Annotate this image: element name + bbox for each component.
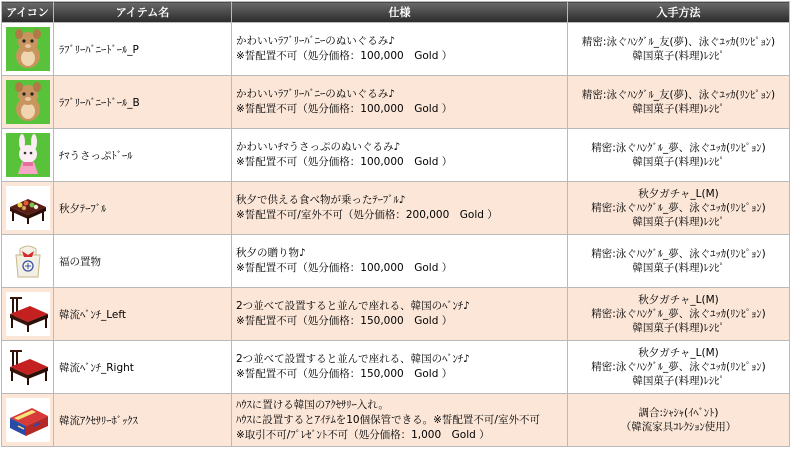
item-spec <box>232 341 568 394</box>
accessory-box-icon <box>6 398 50 442</box>
item-name: 韓流ﾍﾞﾝﾁ_Left <box>54 288 232 341</box>
acquire-line: 韓国菓子(料理)ﾚｼﾋﾟ <box>632 375 725 387</box>
item-acquire <box>568 235 790 288</box>
acquire-line: 精密:泳ぐﾊﾝｸﾞﾙ_夢、泳ぐﾕｯｶ(ﾘﾝﾋﾟｮﾝ) <box>591 142 766 154</box>
gift-bag-icon <box>6 239 50 283</box>
item-spec <box>232 129 568 182</box>
item-name: ﾁﾏうさっぷﾄﾞｰﾙ <box>54 129 232 182</box>
item-icon-cell <box>2 76 54 129</box>
item-acquire <box>568 129 790 182</box>
hamster-plush-icon <box>6 80 50 124</box>
acquire-line: 韓国菓子(料理)ﾚｼﾋﾟ <box>632 103 725 115</box>
item-icon-cell <box>2 394 54 447</box>
item-acquire <box>568 341 790 394</box>
spec-line: ※取引不可/ﾌﾟﾚｾﾞﾝﾄ不可（処分価格：1,000 Gold ） <box>236 428 490 441</box>
item-name: ﾗﾌﾞﾘｰﾊﾞﾆｰﾄﾞｰﾙ_P <box>54 23 232 76</box>
item-spec <box>232 23 568 76</box>
rabbit-doll-icon <box>6 133 50 177</box>
item-icon-cell <box>2 23 54 76</box>
item-acquire <box>568 23 790 76</box>
acquire-line: 秋夕ガチャ_L(M) <box>638 294 719 306</box>
table-row <box>2 288 790 341</box>
acquire-line: 精密:泳ぐﾊﾝｸﾞﾙ_友(夢)、泳ぐﾕｯｶ(ﾘﾝﾋﾟｮﾝ) <box>581 36 776 48</box>
spec-line: ※誓配置不可/室外不可（処分価格：200,000 Gold ） <box>236 209 498 221</box>
item-name: ﾗﾌﾞﾘｰﾊﾞﾆｰﾄﾞｰﾙ_B <box>54 76 232 129</box>
acquire-line: 精密:泳ぐﾊﾝｸﾞﾙ_夢、泳ぐﾕｯｶ(ﾘﾝﾋﾟｮﾝ) <box>591 202 766 214</box>
acquire-line: 精密:泳ぐﾊﾝｸﾞﾙ_友(夢)、泳ぐﾕｯｶ(ﾘﾝﾋﾟｮﾝ) <box>581 89 776 101</box>
table-row <box>2 76 790 129</box>
item-acquire <box>568 76 790 129</box>
acquire-line: 韓国菓子(料理)ﾚｼﾋﾟ <box>632 322 725 334</box>
item-spec <box>232 235 568 288</box>
table-row <box>2 23 790 76</box>
acquire-line: 精密:泳ぐﾊﾝｸﾞﾙ_夢、泳ぐﾕｯｶ(ﾘﾝﾋﾟｮﾝ) <box>591 361 766 373</box>
table-row <box>2 182 790 235</box>
item-icon-cell <box>2 129 54 182</box>
item-acquire <box>568 182 790 235</box>
header-spec: 仕様 <box>232 2 568 23</box>
item-icon-cell <box>2 182 54 235</box>
item-icon-cell <box>2 288 54 341</box>
item-spec <box>232 76 568 129</box>
hamster-plush-icon <box>6 27 50 71</box>
header-item-name: アイテム名 <box>54 2 232 23</box>
item-icon-cell <box>2 341 54 394</box>
item-name: 韓流ｱｸｾｻﾘｰﾎﾞｯｸｽ <box>54 394 232 447</box>
item-acquire <box>568 288 790 341</box>
spec-line: ﾊｳｽに設置するとｱｲﾃﾑを10個保管できる。※誓配置不可/室外不可 <box>236 413 540 426</box>
spec-line: ※誓配置不可（処分価格：100,000 Gold ） <box>236 156 453 168</box>
table-row <box>2 341 790 394</box>
table-body <box>2 23 790 447</box>
acquire-line: 韓国菓子(料理)ﾚｼﾋﾟ <box>632 156 725 168</box>
acquire-line: （韓流家具ｺﾚｸｼｮﾝ使用） <box>620 421 737 433</box>
item-spec <box>232 394 568 447</box>
spec-line: ※誓配置不可（処分価格：100,000 Gold ） <box>236 103 453 115</box>
spec-line: 2つ並べて設置すると並んで座れる、韓国のﾍﾞﾝﾁ♪ <box>236 353 470 365</box>
table-header-row <box>2 2 790 23</box>
acquire-line: 韓国菓子(料理)ﾚｼﾋﾟ <box>632 216 725 228</box>
spec-line: かわいいﾁﾏうさっぷのぬいぐるみ♪ <box>236 141 401 153</box>
spec-line: かわいいﾗﾌﾞﾘｰﾊﾞﾆｰのぬいぐるみ♪ <box>236 35 395 47</box>
spec-line: ※誓配置不可（処分価格：150,000 Gold ） <box>236 315 453 327</box>
item-table <box>1 1 790 447</box>
bench-icon <box>6 292 50 336</box>
item-name: 韓流ﾍﾞﾝﾁ_Right <box>54 341 232 394</box>
acquire-line: 韓国菓子(料理)ﾚｼﾋﾟ <box>632 262 725 274</box>
spec-line: ※誓配置不可（処分価格：100,000 Gold ） <box>236 262 453 274</box>
spec-line: ﾊｳｽに置ける韓国のｱｸｾｻﾘｰ入れ。 <box>236 398 389 411</box>
spec-line: 秋夕の贈り物♪ <box>236 247 306 259</box>
spec-line: ※誓配置不可（処分価格：100,000 Gold ） <box>236 50 453 62</box>
acquire-line: 精密:泳ぐﾊﾝｸﾞﾙ_夢、泳ぐﾕｯｶ(ﾘﾝﾋﾟｮﾝ) <box>591 248 766 260</box>
item-acquire <box>568 394 790 447</box>
acquire-line: 韓国菓子(料理)ﾚｼﾋﾟ <box>632 50 725 62</box>
acquire-line: 精密:泳ぐﾊﾝｸﾞﾙ_夢、泳ぐﾕｯｶ(ﾘﾝﾋﾟｮﾝ) <box>591 308 766 320</box>
table-row <box>2 129 790 182</box>
acquire-line: 秋夕ガチャ_L(M) <box>638 188 719 200</box>
item-spec <box>232 182 568 235</box>
spec-line: かわいいﾗﾌﾞﾘｰﾊﾞﾆｰのぬいぐるみ♪ <box>236 88 395 100</box>
acquire-line: 調合:ｼｬｼｬ(ｲﾍﾞﾝﾄ) <box>638 407 719 419</box>
spec-line: 2つ並べて設置すると並んで座れる、韓国のﾍﾞﾝﾁ♪ <box>236 300 470 312</box>
item-name: 福の置物 <box>54 235 232 288</box>
bench-icon <box>6 345 50 389</box>
food-table-icon <box>6 186 50 230</box>
item-name: 秋夕ﾃｰﾌﾞﾙ <box>54 182 232 235</box>
acquire-line: 秋夕ガチャ_L(M) <box>638 347 719 359</box>
item-icon-cell <box>2 235 54 288</box>
item-spec <box>232 288 568 341</box>
table-row <box>2 235 790 288</box>
spec-line: 秋夕で供える食べ物が乗ったﾃｰﾌﾞﾙ♪ <box>236 194 406 206</box>
spec-line: ※誓配置不可（処分価格：150,000 Gold ） <box>236 368 453 380</box>
header-icon: アイコン <box>2 2 54 23</box>
header-acquire: 入手方法 <box>568 2 790 23</box>
table-row <box>2 394 790 447</box>
